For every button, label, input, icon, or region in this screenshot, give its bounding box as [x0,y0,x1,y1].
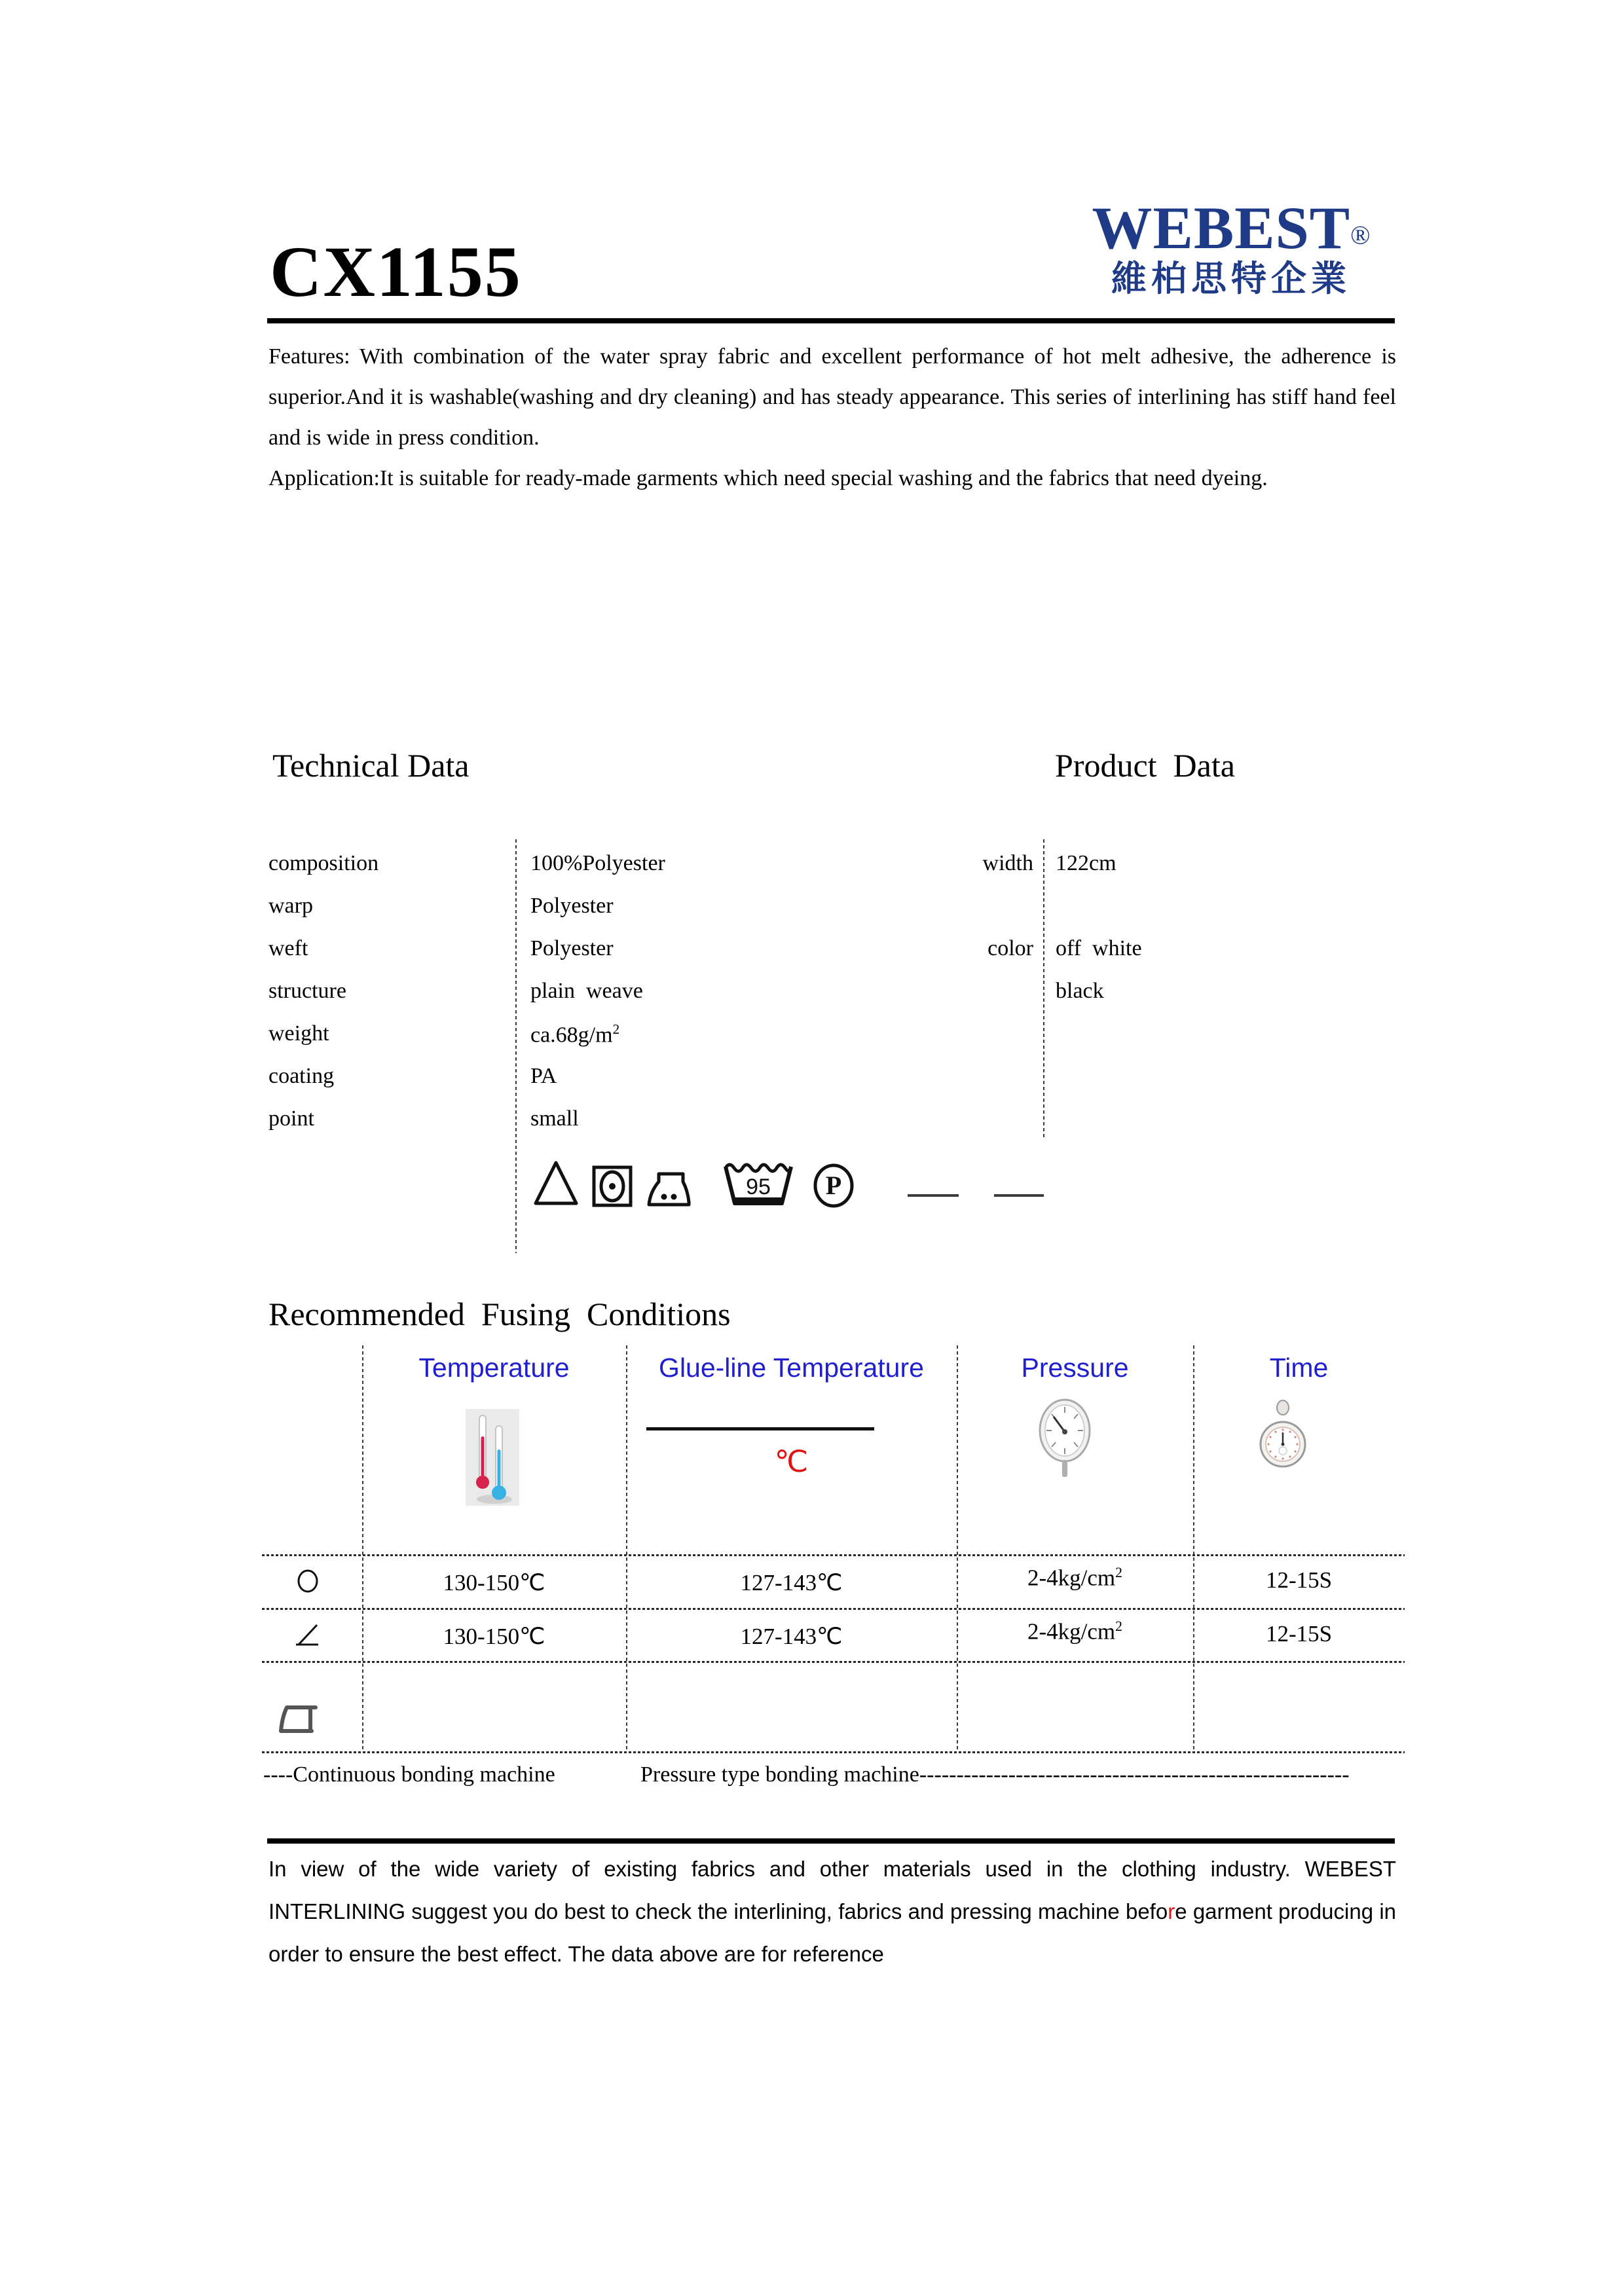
iron-icon [644,1171,692,1209]
blank-underscore [908,1194,959,1197]
iron-symbol [278,1701,321,1738]
fusing-cell: 127-143℃ [740,1570,843,1595]
fusing-column-line [1193,1345,1194,1751]
tech-label: weft [268,936,308,960]
tech-value: Polyester [530,894,614,918]
features-paragraph: Features: With combination of the water spray fabric and excellent performance of hot melt adhesive, the adherence is superior.And it is washable(washing and dry cleaning) and has steady appearance. This series of interlining has stiff hand feel and is wide in press condition. [268,344,1396,450]
tech-value: Polyester [530,936,614,960]
tech-label: composition [268,851,379,875]
continuous-machine-note: ----Continuous bonding machine [263,1762,555,1787]
fusing-row-line [262,1661,1405,1663]
fusing-row-line [262,1608,1405,1610]
application-paragraph: Application:It is suitable for ready-made garments which need special washing and the fabrics that need dyeing. [268,466,1268,490]
fusing-cell: 12-15S [1265,1621,1333,1647]
tech-divider-line [515,839,517,1253]
tech-label: warp [268,894,313,918]
tech-value: plain weave [530,979,643,1003]
bleach-triangle-icon [532,1159,580,1207]
fusing-row-line [262,1554,1405,1556]
product-color-value: off white [1056,936,1142,960]
fusing-conditions-heading: Recommended Fusing Conditions [268,1296,731,1332]
celsius-underline [646,1427,874,1430]
angle-symbol [292,1622,322,1649]
fusing-cell: $2-4kg/cm^2$ [1027,1565,1122,1591]
product-color-value: black [1056,979,1104,1003]
wash-95-icon [720,1157,796,1209]
thermometer-icon [466,1409,519,1506]
tech-value: PA [530,1064,557,1088]
svg-text:95: 95 [746,1175,771,1199]
product-divider-line [1043,839,1044,1139]
tech-label: coating [268,1064,335,1088]
product-color-label: color [987,936,1033,960]
circle-symbol [296,1569,320,1594]
svg-text:P: P [825,1171,842,1200]
pressure-machine-note: Pressure type bonding machine---------------------------------------------------------- [640,1762,1350,1787]
fusing-cell: 130-150℃ [443,1570,545,1595]
fusing-header-time: Time [1269,1353,1329,1383]
fusing-cell: $2-4kg/cm^2$ [1027,1618,1122,1645]
fusing-header-temperature: Temperature [418,1353,570,1383]
fusing-cell: 127-143℃ [740,1624,843,1649]
fusing-column-line [626,1345,627,1751]
tech-label: structure [268,979,346,1003]
fusing-cell: 12-15S [1265,1567,1333,1593]
tumble-dry-icon [592,1165,633,1207]
dry-clean-p-icon [812,1163,855,1209]
page-title: CX1155 [270,232,522,312]
pressure-gauge-icon [1037,1398,1092,1480]
fusing-column-line [957,1345,958,1751]
fusing-header-glue-line: Glue-line Temperature [659,1353,924,1383]
registered-mark-icon: ® [1350,220,1371,250]
fusing-cell: 130-150℃ [443,1624,545,1649]
tech-value: small [530,1106,579,1131]
brand-name: WEBEST [1092,194,1351,261]
tech-value: $ca.68g/m^2$ [530,1021,620,1048]
blank-underscore [994,1194,1044,1197]
disclaimer-paragraph: In view of the wide variety of existing fabrics and other materials used in the clothing industry. WEBEST INTERLINING suggest you do best to check the interlining, fabrics and pressing machine before garment producing in order to ensure the best effect. The data above are for reference [268,1857,1397,1966]
fusing-row-line [262,1751,1405,1753]
header-divider [267,318,1395,323]
fusing-header-pressure: Pressure [1021,1353,1129,1383]
technical-data-heading: Technical Data [272,747,470,784]
stopwatch-icon [1259,1400,1307,1473]
footer-divider [267,1838,1395,1844]
brand-logo [1087,196,1375,299]
celsius-unit-label: ℃ [774,1445,809,1478]
tech-label: weight [268,1021,329,1046]
tech-label: point [268,1106,314,1131]
product-width-value: 122cm [1056,851,1116,875]
tech-value: 100%Polyester [530,851,665,875]
brand-chinese-name: 維柏思特企業 [1111,259,1351,299]
fusing-column-line [362,1345,363,1751]
product-width-label: width [982,851,1033,875]
red-character: r [1168,1899,1175,1923]
product-data-heading: Product Data [1055,747,1235,784]
